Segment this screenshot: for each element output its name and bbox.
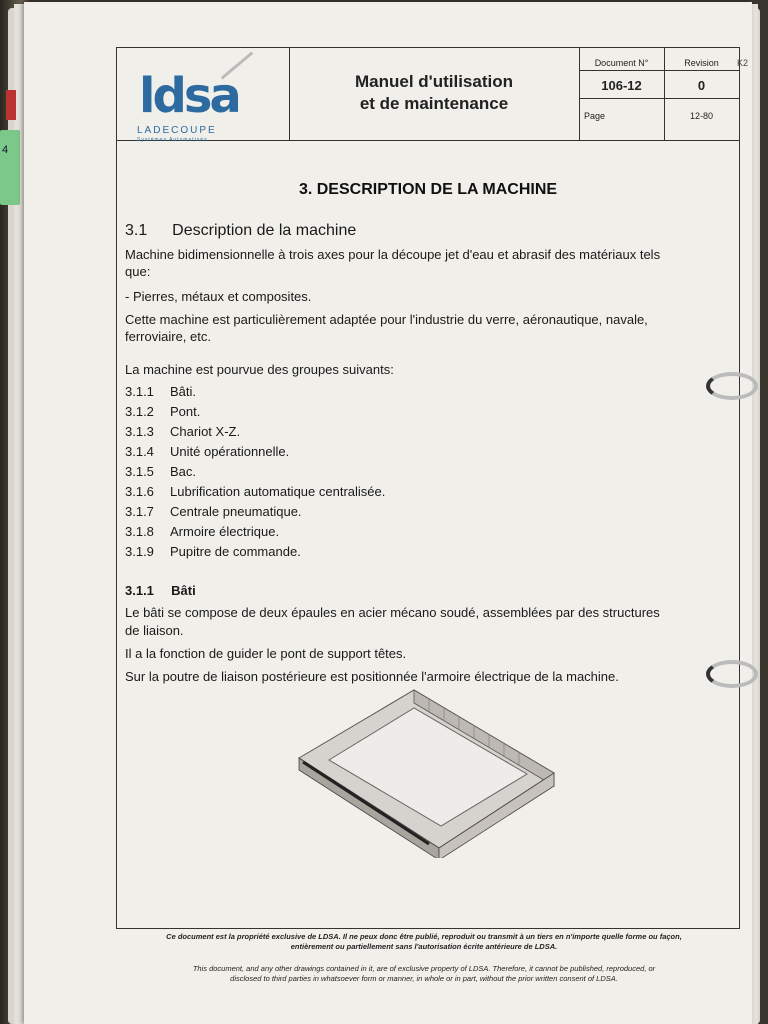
list-item-number: 3.1.7: [125, 504, 154, 519]
logo-cell: [117, 48, 290, 143]
subsection-title: Description de la machine: [172, 222, 357, 239]
footer-en-line-1: This document, and any other drawings contained in it, are of exclusive property of LDSA. Therefore, it cannot be published, reproduced, or: [192, 964, 656, 973]
footer-fr-line-1: Ce document est la propriété exclusive de LDSA. Il ne peux donc être publié, reproduit ou transmit à un tiers en n'importe quelle forme ou façon,: [166, 932, 682, 941]
bati-heading-number: 3.1.1: [125, 583, 154, 598]
bati-heading-title: Bâti: [171, 583, 196, 598]
divider: [579, 98, 739, 99]
paragraph-3-line-1: Cette machine est particulièrement adaptée pour l'industrie du verre, aéronautique, navale,: [125, 312, 648, 327]
manual-title-cell: [289, 48, 580, 140]
list-item-label: Pupitre de commande.: [170, 544, 301, 559]
paragraph-3-line-2: ferroviaire, etc.: [125, 329, 211, 344]
subsection-heading: [125, 222, 356, 239]
manual-title-line2: et de maintenance: [359, 94, 509, 113]
list-item: [125, 524, 279, 539]
section-title: 3. DESCRIPTION DE LA MACHINE: [298, 181, 558, 198]
list-item-number: 3.1.6: [125, 484, 154, 499]
manual-title-line1: Manuel d'utilisation: [355, 72, 513, 91]
document-page: [24, 2, 752, 1024]
logo-subtitle: LADECOUPE: [137, 125, 217, 136]
paragraph-2: - Pierres, métaux et composites.: [125, 289, 312, 304]
red-tab: [6, 90, 16, 120]
corner-label: K2: [736, 58, 748, 68]
page-frame: [116, 47, 740, 929]
frame-illustration: [289, 688, 559, 858]
subsection-number: 3.1: [125, 222, 148, 239]
footer-en-line-2: disclosed to third parties in whatsoever form or manner, in whole or in part, without the prior written consent of LDSA.: [230, 974, 618, 983]
bati-paragraph-1-line-2: de liaison.: [125, 623, 184, 638]
document-number: 106-12: [601, 78, 642, 93]
list-item-number: 3.1.1: [125, 384, 154, 399]
revision-label: Revision: [684, 58, 719, 68]
logo: ldsa: [139, 68, 239, 124]
list-item: [125, 444, 289, 459]
list-item-label: Chariot X-Z.: [170, 424, 241, 439]
list-item-number: 3.1.2: [125, 404, 154, 419]
groups-intro: La machine est pourvue des groupes suivants:: [125, 362, 394, 377]
bati-paragraph-1-line-1: Le bâti se compose de deux épaules en acier mécano soudé, assemblées par des structures: [125, 605, 660, 620]
page-label: Page: [584, 111, 606, 121]
bati-paragraph-2: Il a la fonction de guider le pont de support têtes.: [125, 646, 407, 661]
green-index-tab: [0, 130, 20, 205]
list-item-label: Armoire électrique.: [170, 524, 280, 539]
divider: [579, 70, 739, 71]
list-item-label: Lubrification automatique centralisée.: [170, 484, 386, 499]
logo-tagline: Systèmes Automatisés: [137, 137, 208, 143]
list-item-number: 3.1.8: [125, 524, 154, 539]
bati-paragraph-3: Sur la poutre de liaison postérieure est positionnée l'armoire électrique de la machine.: [125, 669, 619, 684]
page-number: 12-80: [689, 111, 714, 121]
list-item-label: Pont.: [170, 404, 201, 419]
list-item: [125, 544, 301, 559]
list-item-number: 3.1.9: [125, 544, 154, 559]
header-table: [117, 48, 739, 141]
list-item: [125, 384, 196, 399]
footer-fr-line-2: entièrement ou partiellement sans l'autorisation écrite antérieure de LDSA.: [290, 942, 558, 951]
list-item-number: 3.1.3: [125, 424, 154, 439]
bati-heading: [125, 582, 196, 599]
list-item-label: Centrale pneumatique.: [170, 504, 302, 519]
list-item: [125, 484, 385, 499]
list-item-label: Unité opérationnelle.: [170, 444, 290, 459]
list-item-number: 3.1.5: [125, 464, 154, 479]
list-item: [125, 424, 240, 439]
list-item: [125, 404, 200, 419]
document-label: Document N°: [594, 58, 649, 68]
list-item-label: Bac.: [170, 464, 197, 479]
document-info-cell: [579, 48, 739, 140]
revision-number: 0: [697, 78, 706, 93]
tab-label: 4: [2, 144, 9, 156]
binder-ring-top: [706, 372, 758, 400]
list-item-label: Bâti.: [170, 384, 197, 399]
paragraph-1-line-2: que:: [125, 264, 151, 279]
paragraph-1-line-1: Machine bidimensionnelle à trois axes pour la découpe jet d'eau et abrasif des matériaux tels: [125, 247, 661, 262]
list-item: [125, 504, 302, 519]
list-item: [125, 464, 196, 479]
binder-ring-bottom: [706, 660, 758, 688]
list-item-number: 3.1.4: [125, 444, 154, 459]
